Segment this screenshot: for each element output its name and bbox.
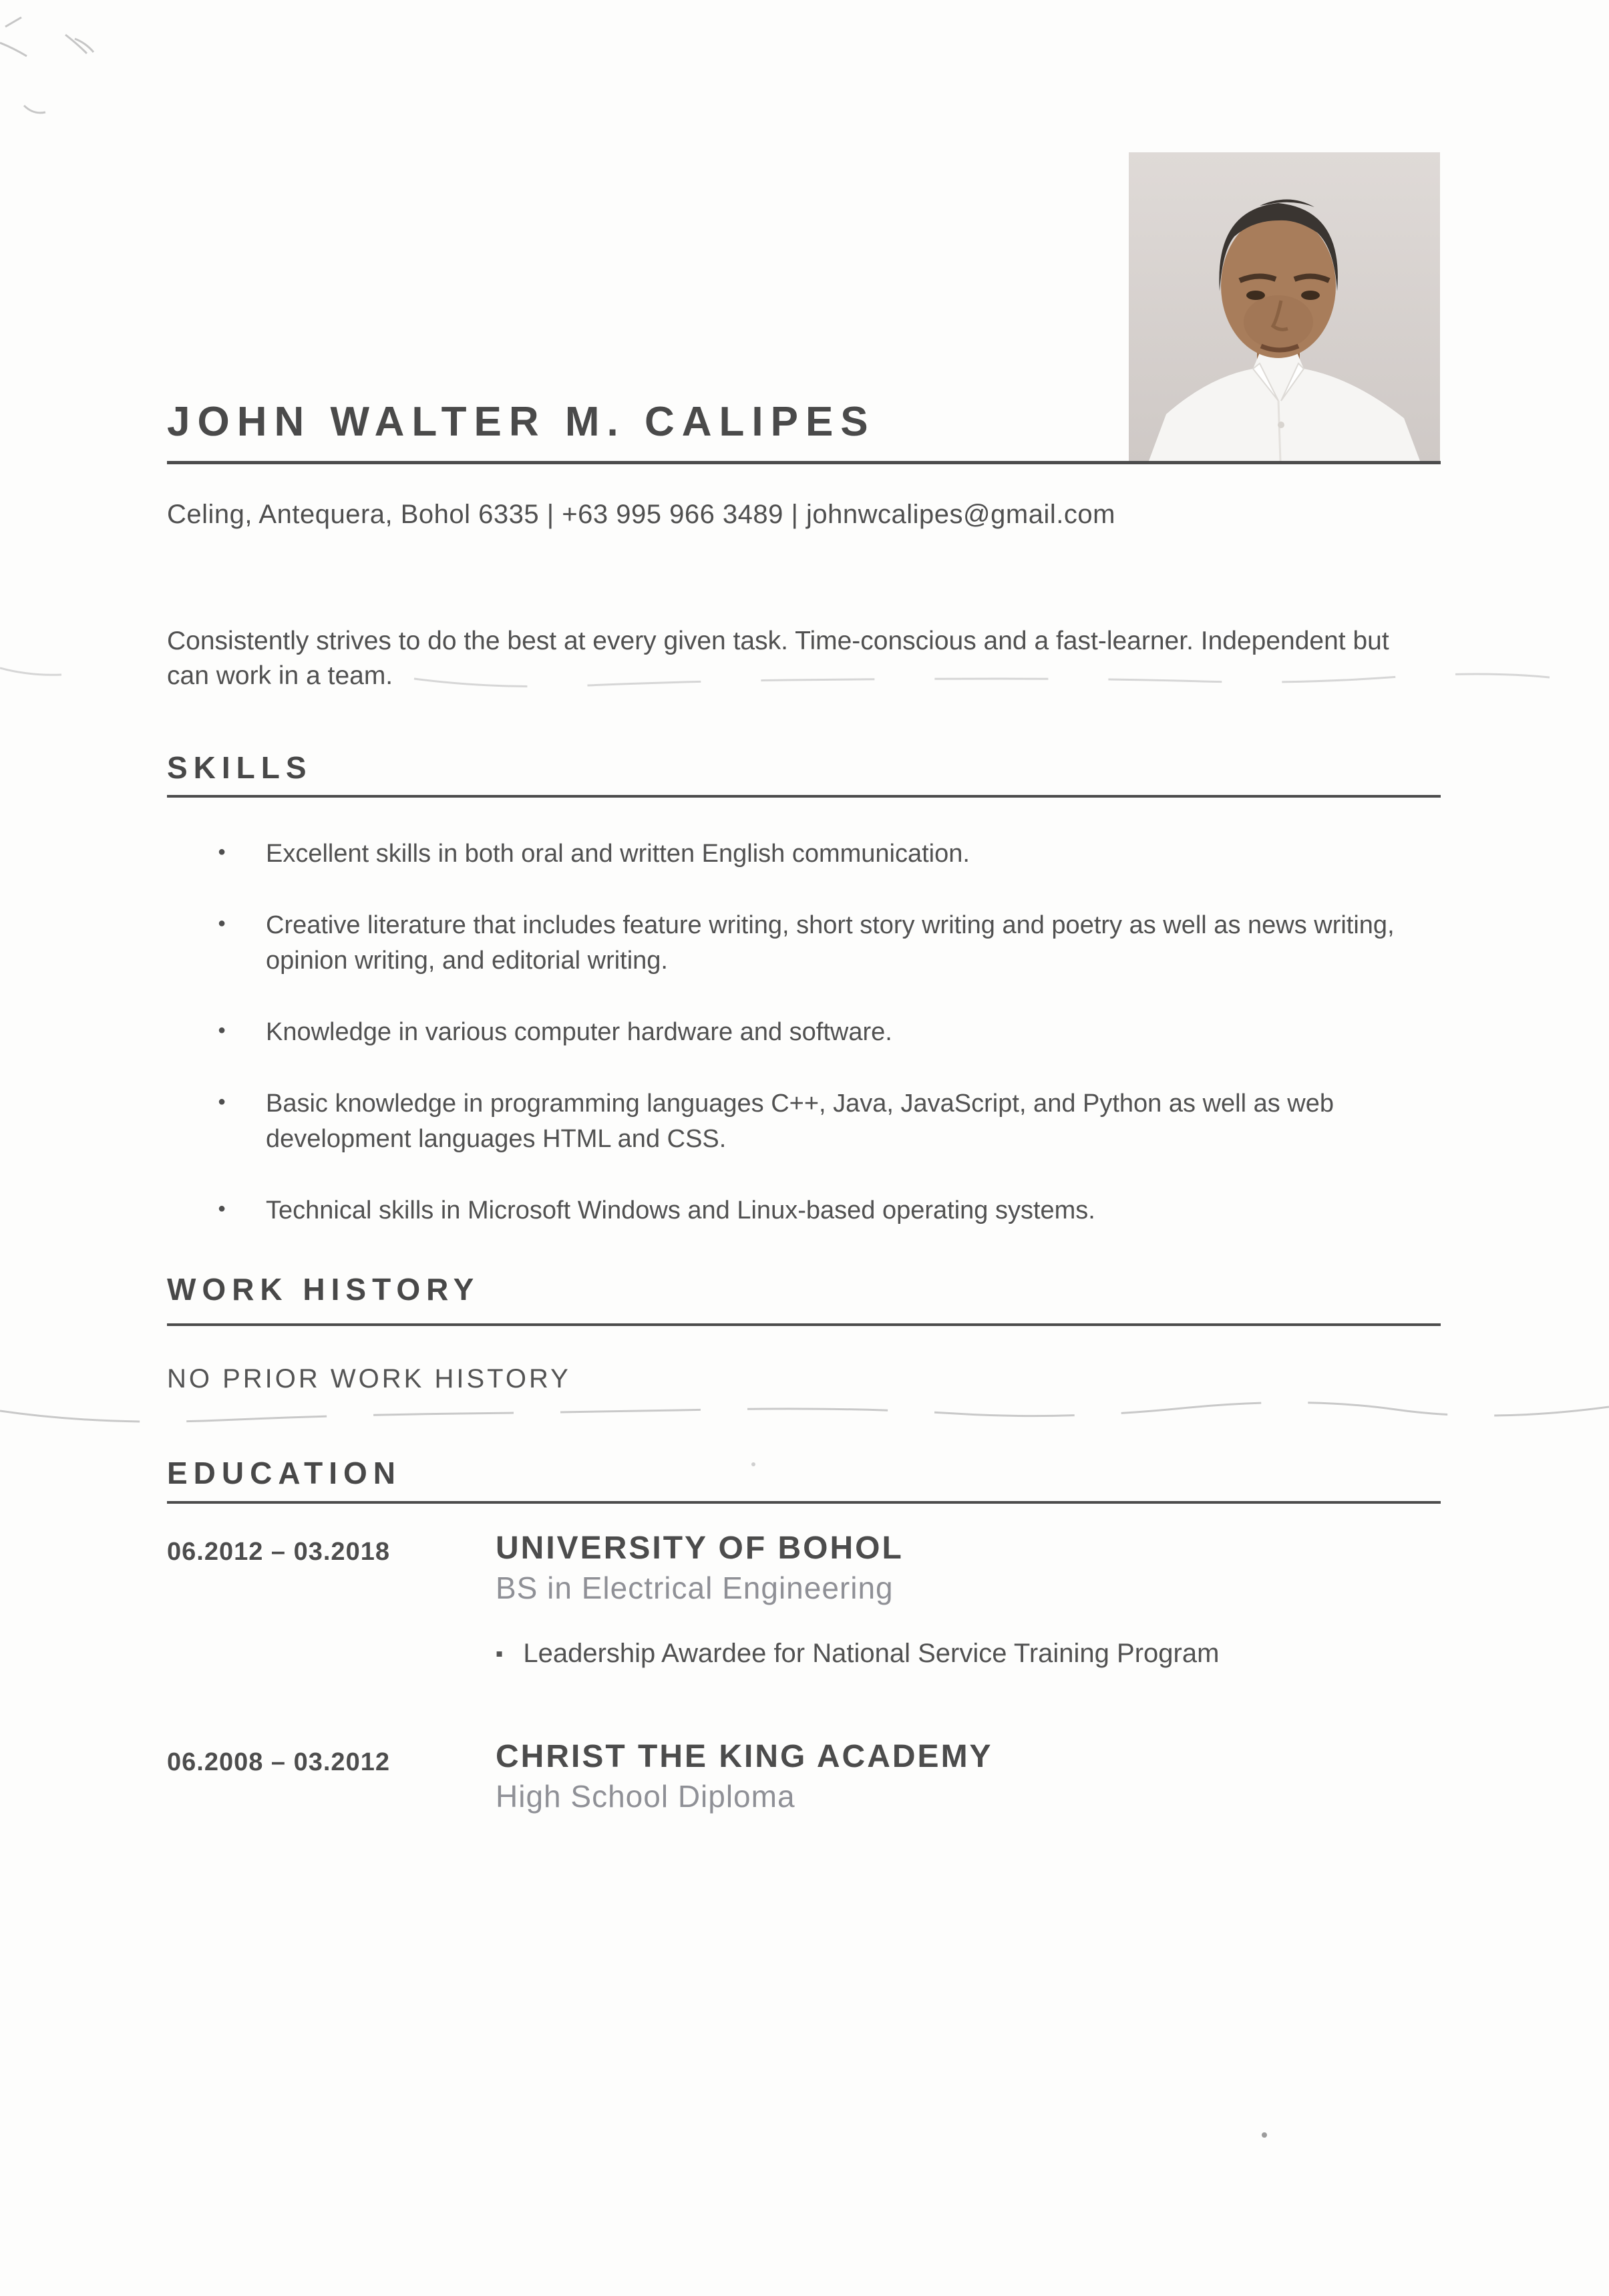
education-school: UNIVERSITY OF BOHOL [496,1530,904,1566]
education-highlight-text: Leadership Awardee for National Service Training Program [523,1639,1220,1668]
portrait-illustration [1129,152,1440,461]
work-history-body: NO PRIOR WORK HISTORY [167,1364,571,1393]
skill-item [167,1193,1439,1228]
section-title-skills: SKILLS [167,750,313,785]
skill-text: Excellent skills in both oral and written English communication. [266,840,970,868]
skill-item [167,908,1439,979]
square-bullet-icon: ▪ [496,1641,504,1665]
education-dates: 06.2012 – 03.2018 [167,1538,390,1566]
header-divider [167,461,1441,464]
skill-item [167,1015,1439,1050]
skill-text: Basic knowledge in programming languages C++, Java, JavaScript, and Python as well as web development languages HTML and CSS. [266,1090,1334,1153]
education-school: CHRIST THE KING ACADEMY [496,1739,993,1774]
skills-list [167,836,1439,1265]
education-divider [167,1501,1441,1504]
bullet-dot-icon: ● [218,1023,226,1037]
bullet-dot-icon: ● [218,1201,226,1216]
skill-text: Creative literature that includes feature writing, short story writing and poetry as well as news writing, opinion writing, and editorial writing. [266,911,1395,975]
applicant-name: JOHN WALTER M. CALIPES [167,399,876,445]
skill-item [167,836,1439,872]
education-degree: High School Diploma [496,1779,795,1814]
skill-text: Technical skills in Microsoft Windows and Linux-based operating systems. [266,1196,1095,1224]
skills-divider [167,795,1441,798]
skill-text: Knowledge in various computer hardware and software. [266,1018,892,1046]
applicant-photo [1129,152,1440,461]
bullet-dot-icon: ● [218,1094,226,1109]
skill-item [167,1086,1439,1157]
work-history-divider [167,1323,1441,1326]
section-title-education: EDUCATION [167,1456,402,1490]
education-highlight [496,1637,1219,1670]
education-dates: 06.2008 – 03.2012 [167,1748,390,1776]
contact-line: Celing, Antequera, Bohol 6335 | +63 995 966 3489 | johnwcalipes@gmail.com [167,500,1115,529]
section-title-work-history: WORK HISTORY [167,1272,480,1307]
bullet-dot-icon: ● [218,844,226,859]
education-degree: BS in Electrical Engineering [496,1571,894,1605]
summary-text: Consistently strives to do the best at every given task. Time-conscious and a fast-learner. Independent but can work in a team. [167,627,1389,690]
bullet-dot-icon: ● [218,916,226,931]
